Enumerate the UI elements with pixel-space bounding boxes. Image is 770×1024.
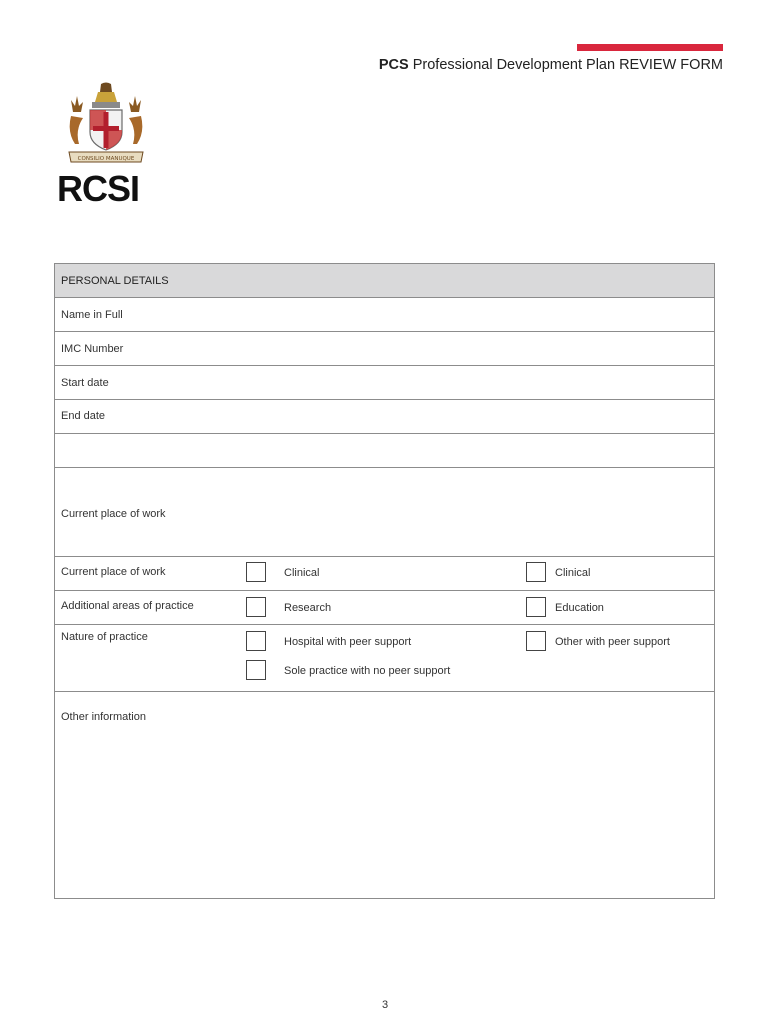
start-date-label: Start date	[61, 377, 109, 389]
education-option-label: Education	[555, 602, 604, 614]
svg-text:CONSILIO MANUQUE: CONSILIO MANUQUE	[77, 156, 135, 162]
hospital-peer-support-label: Hospital with peer support	[284, 636, 412, 648]
sole-practice-checkbox[interactable]	[246, 660, 266, 680]
title-text: Professional Development Plan REVIEW FORM	[408, 57, 723, 73]
nature-of-practice-row	[55, 625, 714, 692]
other-peer-support-checkbox[interactable]	[526, 631, 546, 651]
current-place-row[interactable]	[55, 468, 714, 557]
end-date-row[interactable]	[55, 400, 714, 434]
section-header	[55, 264, 714, 298]
section-title: PERSONAL DETAILS	[61, 275, 169, 287]
hospital-peer-support-checkbox[interactable]	[246, 631, 266, 651]
other-information-row[interactable]	[55, 692, 714, 898]
education-checkbox[interactable]	[526, 597, 546, 617]
imc-row[interactable]	[55, 332, 714, 366]
other-information-label: Other information	[61, 711, 146, 723]
nature-of-practice-label: Nature of practice	[61, 631, 148, 643]
title-abbreviation: PCS	[378, 57, 409, 73]
clinical-checkbox-2[interactable]	[526, 562, 546, 582]
name-label: Name in Full	[61, 309, 123, 321]
rcsi-crest-icon	[65, 82, 147, 166]
blank-row[interactable]	[55, 434, 714, 468]
additional-areas-row	[55, 591, 714, 625]
end-date-label: End date	[61, 410, 106, 422]
research-checkbox[interactable]	[246, 597, 266, 617]
sole-practice-label: Sole practice with no peer support	[284, 665, 451, 677]
other-peer-support-label: Other with peer support	[555, 636, 670, 648]
personal-details-form	[54, 263, 715, 899]
current-place-options-label: Current place of work	[61, 566, 166, 578]
additional-areas-label: Additional areas of practice	[61, 600, 194, 612]
start-date-row[interactable]	[55, 366, 714, 400]
clinical-option-label-2: Clinical	[555, 567, 591, 579]
clinical-option-label: Clinical	[284, 567, 320, 579]
imc-label: IMC Number	[61, 343, 124, 355]
document-title	[379, 57, 723, 73]
name-row[interactable]	[55, 298, 714, 332]
research-option-label: Research	[284, 602, 332, 614]
header-accent-bar	[577, 44, 723, 51]
brand-wordmark: RCSI	[57, 168, 140, 209]
current-place-label: Current place of work	[61, 508, 166, 520]
current-place-options-row	[55, 557, 714, 591]
clinical-checkbox[interactable]	[246, 562, 266, 582]
page-number: 3	[381, 999, 389, 1011]
